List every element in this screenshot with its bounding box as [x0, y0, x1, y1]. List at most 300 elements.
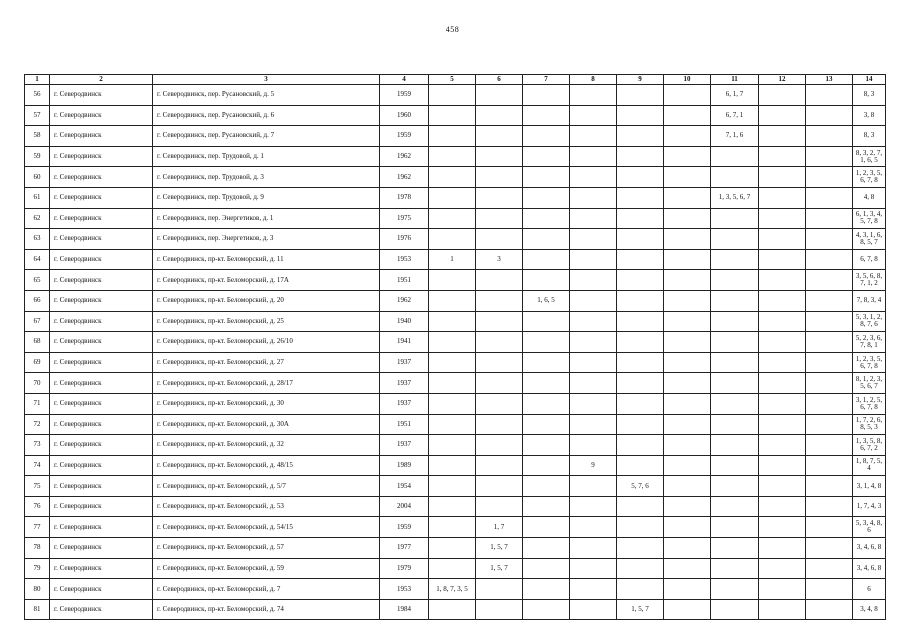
- cell-col-12: [759, 373, 806, 394]
- column-header-14: 14: [853, 75, 886, 85]
- cell-col-6: [476, 476, 523, 497]
- cell-col-7: [523, 85, 570, 106]
- cell-col-13: [806, 105, 853, 126]
- column-header-1: 1: [25, 75, 50, 85]
- cell-col-9: [617, 208, 664, 229]
- table-row: [25, 476, 886, 497]
- cell-col-4: 1959: [380, 126, 429, 147]
- cell-col-6: [476, 332, 523, 353]
- table-row: [25, 414, 886, 435]
- cell-col-9: [617, 517, 664, 538]
- cell-col-6: 1, 7: [476, 517, 523, 538]
- cell-col-1: 63: [25, 229, 50, 250]
- cell-col-6: [476, 414, 523, 435]
- cell-col-8: [570, 414, 617, 435]
- table-row: [25, 373, 886, 394]
- cell-col-5: [429, 414, 476, 435]
- cell-col-1: 61: [25, 187, 50, 208]
- cell-col-13: [806, 270, 853, 291]
- cell-col-8: [570, 167, 617, 188]
- cell-col-14: 5, 3, 1, 2, 8, 7, 6: [853, 311, 886, 332]
- column-header-13: 13: [806, 75, 853, 85]
- cell-col-11: [711, 414, 759, 435]
- cell-col-9: 1, 5, 7: [617, 599, 664, 620]
- cell-col-6: [476, 435, 523, 456]
- cell-col-9: [617, 105, 664, 126]
- cell-col-9: [617, 455, 664, 476]
- cell-col-5: [429, 85, 476, 106]
- cell-col-7: [523, 496, 570, 517]
- housing-register-table: [24, 74, 886, 620]
- table-row: [25, 517, 886, 538]
- cell-col-10: [664, 496, 711, 517]
- cell-col-10: [664, 538, 711, 559]
- cell-col-12: [759, 85, 806, 106]
- cell-col-7: [523, 538, 570, 559]
- cell-col-4: 1953: [380, 249, 429, 270]
- cell-col-11: [711, 146, 759, 167]
- cell-col-13: [806, 579, 853, 600]
- cell-col-13: [806, 208, 853, 229]
- cell-col-4: 1962: [380, 167, 429, 188]
- cell-col-1: 66: [25, 290, 50, 311]
- header-row: [25, 75, 886, 85]
- table-row: [25, 352, 886, 373]
- cell-col-8: [570, 435, 617, 456]
- cell-col-8: [570, 393, 617, 414]
- cell-col-13: [806, 538, 853, 559]
- table-row: [25, 146, 886, 167]
- cell-col-8: [570, 476, 617, 497]
- cell-col-7: [523, 352, 570, 373]
- cell-col-13: [806, 290, 853, 311]
- column-header-7: 7: [523, 75, 570, 85]
- cell-col-4: 2004: [380, 496, 429, 517]
- cell-col-14: 3, 4, 6, 8: [853, 538, 886, 559]
- cell-col-4: 1937: [380, 352, 429, 373]
- cell-col-1: 79: [25, 558, 50, 579]
- cell-col-8: [570, 538, 617, 559]
- cell-col-4: 1941: [380, 332, 429, 353]
- cell-col-13: [806, 414, 853, 435]
- cell-col-12: [759, 538, 806, 559]
- cell-col-7: [523, 187, 570, 208]
- cell-col-9: [617, 270, 664, 291]
- cell-col-2: г. Северодвинск: [50, 558, 153, 579]
- cell-col-11: [711, 311, 759, 332]
- cell-col-13: [806, 373, 853, 394]
- cell-col-5: [429, 167, 476, 188]
- cell-col-8: [570, 270, 617, 291]
- cell-col-14: 3, 5, 6, 8, 7, 1, 2: [853, 270, 886, 291]
- table-body: [25, 85, 886, 620]
- cell-col-1: 75: [25, 476, 50, 497]
- column-header-9: 9: [617, 75, 664, 85]
- column-header-4: 4: [380, 75, 429, 85]
- cell-col-6: [476, 167, 523, 188]
- cell-col-11: [711, 332, 759, 353]
- cell-col-7: [523, 517, 570, 538]
- cell-col-9: [617, 352, 664, 373]
- cell-col-4: 1937: [380, 373, 429, 394]
- cell-col-4: 1978: [380, 187, 429, 208]
- cell-col-3: г. Северодвинск, пр-кт. Беломорский, д. 32: [153, 435, 380, 456]
- cell-col-2: г. Северодвинск: [50, 517, 153, 538]
- cell-col-9: [617, 290, 664, 311]
- cell-col-8: [570, 105, 617, 126]
- cell-col-12: [759, 558, 806, 579]
- cell-col-12: [759, 332, 806, 353]
- cell-col-2: г. Северодвинск: [50, 373, 153, 394]
- cell-col-6: 3: [476, 249, 523, 270]
- cell-col-10: [664, 393, 711, 414]
- cell-col-9: 5, 7, 6: [617, 476, 664, 497]
- cell-col-8: [570, 558, 617, 579]
- cell-col-13: [806, 229, 853, 250]
- cell-col-11: [711, 496, 759, 517]
- cell-col-7: [523, 311, 570, 332]
- cell-col-4: 1937: [380, 435, 429, 456]
- table-row: [25, 290, 886, 311]
- cell-col-12: [759, 352, 806, 373]
- column-header-2: 2: [50, 75, 153, 85]
- cell-col-3: г. Северодвинск, пер. Русановский, д. 7: [153, 126, 380, 147]
- cell-col-7: [523, 476, 570, 497]
- table-row: [25, 538, 886, 559]
- table-row: [25, 229, 886, 250]
- cell-col-1: 62: [25, 208, 50, 229]
- cell-col-14: 1, 7, 2, 6, 8, 5, 3: [853, 414, 886, 435]
- cell-col-2: г. Северодвинск: [50, 579, 153, 600]
- cell-col-3: г. Северодвинск, пер. Трудовой, д. 9: [153, 187, 380, 208]
- cell-col-10: [664, 455, 711, 476]
- cell-col-3: г. Северодвинск, пр-кт. Беломорский, д. 7: [153, 579, 380, 600]
- cell-col-5: [429, 455, 476, 476]
- cell-col-7: [523, 435, 570, 456]
- cell-col-11: [711, 270, 759, 291]
- cell-col-13: [806, 435, 853, 456]
- cell-col-4: 1979: [380, 558, 429, 579]
- cell-col-9: [617, 311, 664, 332]
- cell-col-11: [711, 579, 759, 600]
- cell-col-7: [523, 558, 570, 579]
- cell-col-10: [664, 599, 711, 620]
- cell-col-14: 5, 2, 3, 6, 7, 8, 1: [853, 332, 886, 353]
- cell-col-14: 7, 8, 3, 4: [853, 290, 886, 311]
- cell-col-6: [476, 311, 523, 332]
- cell-col-14: 8, 3: [853, 126, 886, 147]
- cell-col-14: 6, 1, 3, 4, 5, 7, 8: [853, 208, 886, 229]
- cell-col-4: 1959: [380, 517, 429, 538]
- cell-col-12: [759, 105, 806, 126]
- cell-col-1: 76: [25, 496, 50, 517]
- cell-col-7: [523, 167, 570, 188]
- table-row: [25, 187, 886, 208]
- column-header-6: 6: [476, 75, 523, 85]
- cell-col-9: [617, 126, 664, 147]
- cell-col-7: [523, 579, 570, 600]
- cell-col-8: [570, 579, 617, 600]
- cell-col-5: [429, 558, 476, 579]
- cell-col-14: 8, 3: [853, 85, 886, 106]
- cell-col-1: 67: [25, 311, 50, 332]
- cell-col-12: [759, 290, 806, 311]
- cell-col-14: 4, 8: [853, 187, 886, 208]
- cell-col-14: 1, 2, 3, 5, 6, 7, 8: [853, 352, 886, 373]
- cell-col-4: 1976: [380, 229, 429, 250]
- cell-col-2: г. Северодвинск: [50, 476, 153, 497]
- cell-col-9: [617, 579, 664, 600]
- cell-col-6: [476, 85, 523, 106]
- cell-col-2: г. Северодвинск: [50, 270, 153, 291]
- cell-col-3: г. Северодвинск, пр-кт. Беломорский, д. 30А: [153, 414, 380, 435]
- cell-col-5: [429, 538, 476, 559]
- cell-col-14: 3, 8: [853, 105, 886, 126]
- cell-col-1: 64: [25, 249, 50, 270]
- cell-col-3: г. Северодвинск, пр-кт. Беломорский, д. 53: [153, 496, 380, 517]
- cell-col-11: [711, 373, 759, 394]
- cell-col-8: [570, 229, 617, 250]
- cell-col-11: 7, 1, 6: [711, 126, 759, 147]
- cell-col-11: [711, 599, 759, 620]
- cell-col-10: [664, 558, 711, 579]
- table-row: [25, 105, 886, 126]
- cell-col-13: [806, 311, 853, 332]
- page-number: 458: [445, 25, 460, 34]
- cell-col-12: [759, 249, 806, 270]
- cell-col-4: 1954: [380, 476, 429, 497]
- cell-col-3: г. Северодвинск, пер. Энергетиков, д. 3: [153, 229, 380, 250]
- cell-col-10: [664, 229, 711, 250]
- cell-col-12: [759, 599, 806, 620]
- cell-col-2: г. Северодвинск: [50, 167, 153, 188]
- cell-col-10: [664, 332, 711, 353]
- cell-col-9: [617, 167, 664, 188]
- cell-col-6: [476, 105, 523, 126]
- cell-col-13: [806, 558, 853, 579]
- table-row: [25, 85, 886, 106]
- cell-col-14: 4, 3, 1, 6, 8, 5, 7: [853, 229, 886, 250]
- cell-col-8: [570, 85, 617, 106]
- column-header-12: 12: [759, 75, 806, 85]
- cell-col-14: 6, 7, 8: [853, 249, 886, 270]
- cell-col-6: [476, 187, 523, 208]
- cell-col-9: [617, 538, 664, 559]
- cell-col-4: 1951: [380, 270, 429, 291]
- cell-col-1: 70: [25, 373, 50, 394]
- table-row: [25, 167, 886, 188]
- cell-col-2: г. Северодвинск: [50, 538, 153, 559]
- cell-col-8: [570, 249, 617, 270]
- cell-col-3: г. Северодвинск, пер. Русановский, д. 6: [153, 105, 380, 126]
- cell-col-1: 80: [25, 579, 50, 600]
- cell-col-8: [570, 311, 617, 332]
- cell-col-2: г. Северодвинск: [50, 229, 153, 250]
- table-row: [25, 579, 886, 600]
- cell-col-2: г. Северодвинск: [50, 105, 153, 126]
- cell-col-5: 1: [429, 249, 476, 270]
- cell-col-2: г. Северодвинск: [50, 455, 153, 476]
- cell-col-3: г. Северодвинск, пр-кт. Беломорский, д. 25: [153, 311, 380, 332]
- cell-col-4: 1953: [380, 579, 429, 600]
- cell-col-2: г. Северодвинск: [50, 146, 153, 167]
- table-row: [25, 558, 886, 579]
- cell-col-5: [429, 187, 476, 208]
- cell-col-13: [806, 187, 853, 208]
- cell-col-10: [664, 290, 711, 311]
- cell-col-3: г. Северодвинск, пр-кт. Беломорский, д. 54/15: [153, 517, 380, 538]
- cell-col-11: [711, 517, 759, 538]
- cell-col-12: [759, 517, 806, 538]
- cell-col-13: [806, 167, 853, 188]
- cell-col-1: 59: [25, 146, 50, 167]
- cell-col-5: [429, 311, 476, 332]
- cell-col-4: 1984: [380, 599, 429, 620]
- cell-col-11: [711, 229, 759, 250]
- column-header-3: 3: [153, 75, 380, 85]
- column-header-5: 5: [429, 75, 476, 85]
- cell-col-2: г. Северодвинск: [50, 249, 153, 270]
- cell-col-14: 3, 4, 8: [853, 599, 886, 620]
- cell-col-4: 1951: [380, 414, 429, 435]
- cell-col-3: г. Северодвинск, пр-кт. Беломорский, д. 59: [153, 558, 380, 579]
- cell-col-8: [570, 146, 617, 167]
- cell-col-12: [759, 579, 806, 600]
- cell-col-10: [664, 146, 711, 167]
- cell-col-1: 57: [25, 105, 50, 126]
- cell-col-6: [476, 146, 523, 167]
- cell-col-10: [664, 517, 711, 538]
- cell-col-9: [617, 393, 664, 414]
- cell-col-10: [664, 249, 711, 270]
- cell-col-9: [617, 496, 664, 517]
- cell-col-2: г. Северодвинск: [50, 393, 153, 414]
- cell-col-14: 1, 2, 3, 5, 6, 7, 8: [853, 167, 886, 188]
- cell-col-5: [429, 290, 476, 311]
- cell-col-14: 1, 3, 5, 8, 6, 7, 2: [853, 435, 886, 456]
- cell-col-12: [759, 393, 806, 414]
- cell-col-12: [759, 270, 806, 291]
- cell-col-6: 1, 5, 7: [476, 538, 523, 559]
- table-row: [25, 332, 886, 353]
- table-row: [25, 126, 886, 147]
- cell-col-12: [759, 167, 806, 188]
- cell-col-12: [759, 476, 806, 497]
- cell-col-12: [759, 229, 806, 250]
- cell-col-9: [617, 373, 664, 394]
- cell-col-2: г. Северодвинск: [50, 332, 153, 353]
- column-header-11: 11: [711, 75, 759, 85]
- cell-col-12: [759, 496, 806, 517]
- cell-col-10: [664, 414, 711, 435]
- cell-col-4: 1960: [380, 105, 429, 126]
- cell-col-2: г. Северодвинск: [50, 599, 153, 620]
- table-row: [25, 208, 886, 229]
- cell-col-13: [806, 455, 853, 476]
- cell-col-1: 65: [25, 270, 50, 291]
- cell-col-8: [570, 599, 617, 620]
- cell-col-3: г. Северодвинск, пр-кт. Беломорский, д. 28/17: [153, 373, 380, 394]
- cell-col-3: г. Северодвинск, пер. Трудовой, д. 3: [153, 167, 380, 188]
- cell-col-8: 9: [570, 455, 617, 476]
- cell-col-4: 1989: [380, 455, 429, 476]
- cell-col-4: 1975: [380, 208, 429, 229]
- cell-col-9: [617, 332, 664, 353]
- cell-col-8: [570, 208, 617, 229]
- cell-col-7: [523, 332, 570, 353]
- cell-col-5: [429, 393, 476, 414]
- cell-col-3: г. Северодвинск, пр-кт. Беломорский, д. 20: [153, 290, 380, 311]
- cell-col-9: [617, 558, 664, 579]
- cell-col-6: [476, 455, 523, 476]
- cell-col-13: [806, 85, 853, 106]
- cell-col-10: [664, 435, 711, 456]
- cell-col-2: г. Северодвинск: [50, 85, 153, 106]
- cell-col-7: [523, 229, 570, 250]
- cell-col-10: [664, 476, 711, 497]
- cell-col-10: [664, 85, 711, 106]
- cell-col-5: [429, 352, 476, 373]
- cell-col-7: [523, 249, 570, 270]
- cell-col-5: [429, 476, 476, 497]
- cell-col-14: 8, 3, 2, 7, 1, 6, 5: [853, 146, 886, 167]
- cell-col-8: [570, 496, 617, 517]
- cell-col-13: [806, 146, 853, 167]
- cell-col-2: г. Северодвинск: [50, 496, 153, 517]
- table-row: [25, 393, 886, 414]
- cell-col-2: г. Северодвинск: [50, 208, 153, 229]
- cell-col-9: [617, 435, 664, 456]
- cell-col-1: 78: [25, 538, 50, 559]
- table-row: [25, 455, 886, 476]
- cell-col-12: [759, 126, 806, 147]
- cell-col-6: [476, 496, 523, 517]
- cell-col-10: [664, 352, 711, 373]
- cell-col-6: [476, 208, 523, 229]
- cell-col-5: [429, 496, 476, 517]
- cell-col-3: г. Северодвинск, пр-кт. Беломорский, д. 11: [153, 249, 380, 270]
- table-row: [25, 311, 886, 332]
- cell-col-3: г. Северодвинск, пр-кт. Беломорский, д. 57: [153, 538, 380, 559]
- cell-col-11: [711, 393, 759, 414]
- cell-col-11: [711, 167, 759, 188]
- cell-col-13: [806, 599, 853, 620]
- cell-col-10: [664, 579, 711, 600]
- cell-col-11: [711, 455, 759, 476]
- cell-col-9: [617, 414, 664, 435]
- cell-col-1: 74: [25, 455, 50, 476]
- cell-col-10: [664, 311, 711, 332]
- cell-col-5: [429, 146, 476, 167]
- cell-col-11: 1, 3, 5, 6, 7: [711, 187, 759, 208]
- cell-col-1: 77: [25, 517, 50, 538]
- table-row: [25, 249, 886, 270]
- cell-col-7: [523, 373, 570, 394]
- cell-col-13: [806, 352, 853, 373]
- cell-col-12: [759, 435, 806, 456]
- cell-col-1: 69: [25, 352, 50, 373]
- cell-col-12: [759, 414, 806, 435]
- cell-col-5: [429, 373, 476, 394]
- cell-col-5: [429, 270, 476, 291]
- cell-col-9: [617, 146, 664, 167]
- cell-col-7: [523, 599, 570, 620]
- cell-col-3: г. Северодвинск, пр-кт. Беломорский, д. 17А: [153, 270, 380, 291]
- cell-col-2: г. Северодвинск: [50, 435, 153, 456]
- cell-col-6: [476, 126, 523, 147]
- cell-col-2: г. Северодвинск: [50, 187, 153, 208]
- cell-col-13: [806, 517, 853, 538]
